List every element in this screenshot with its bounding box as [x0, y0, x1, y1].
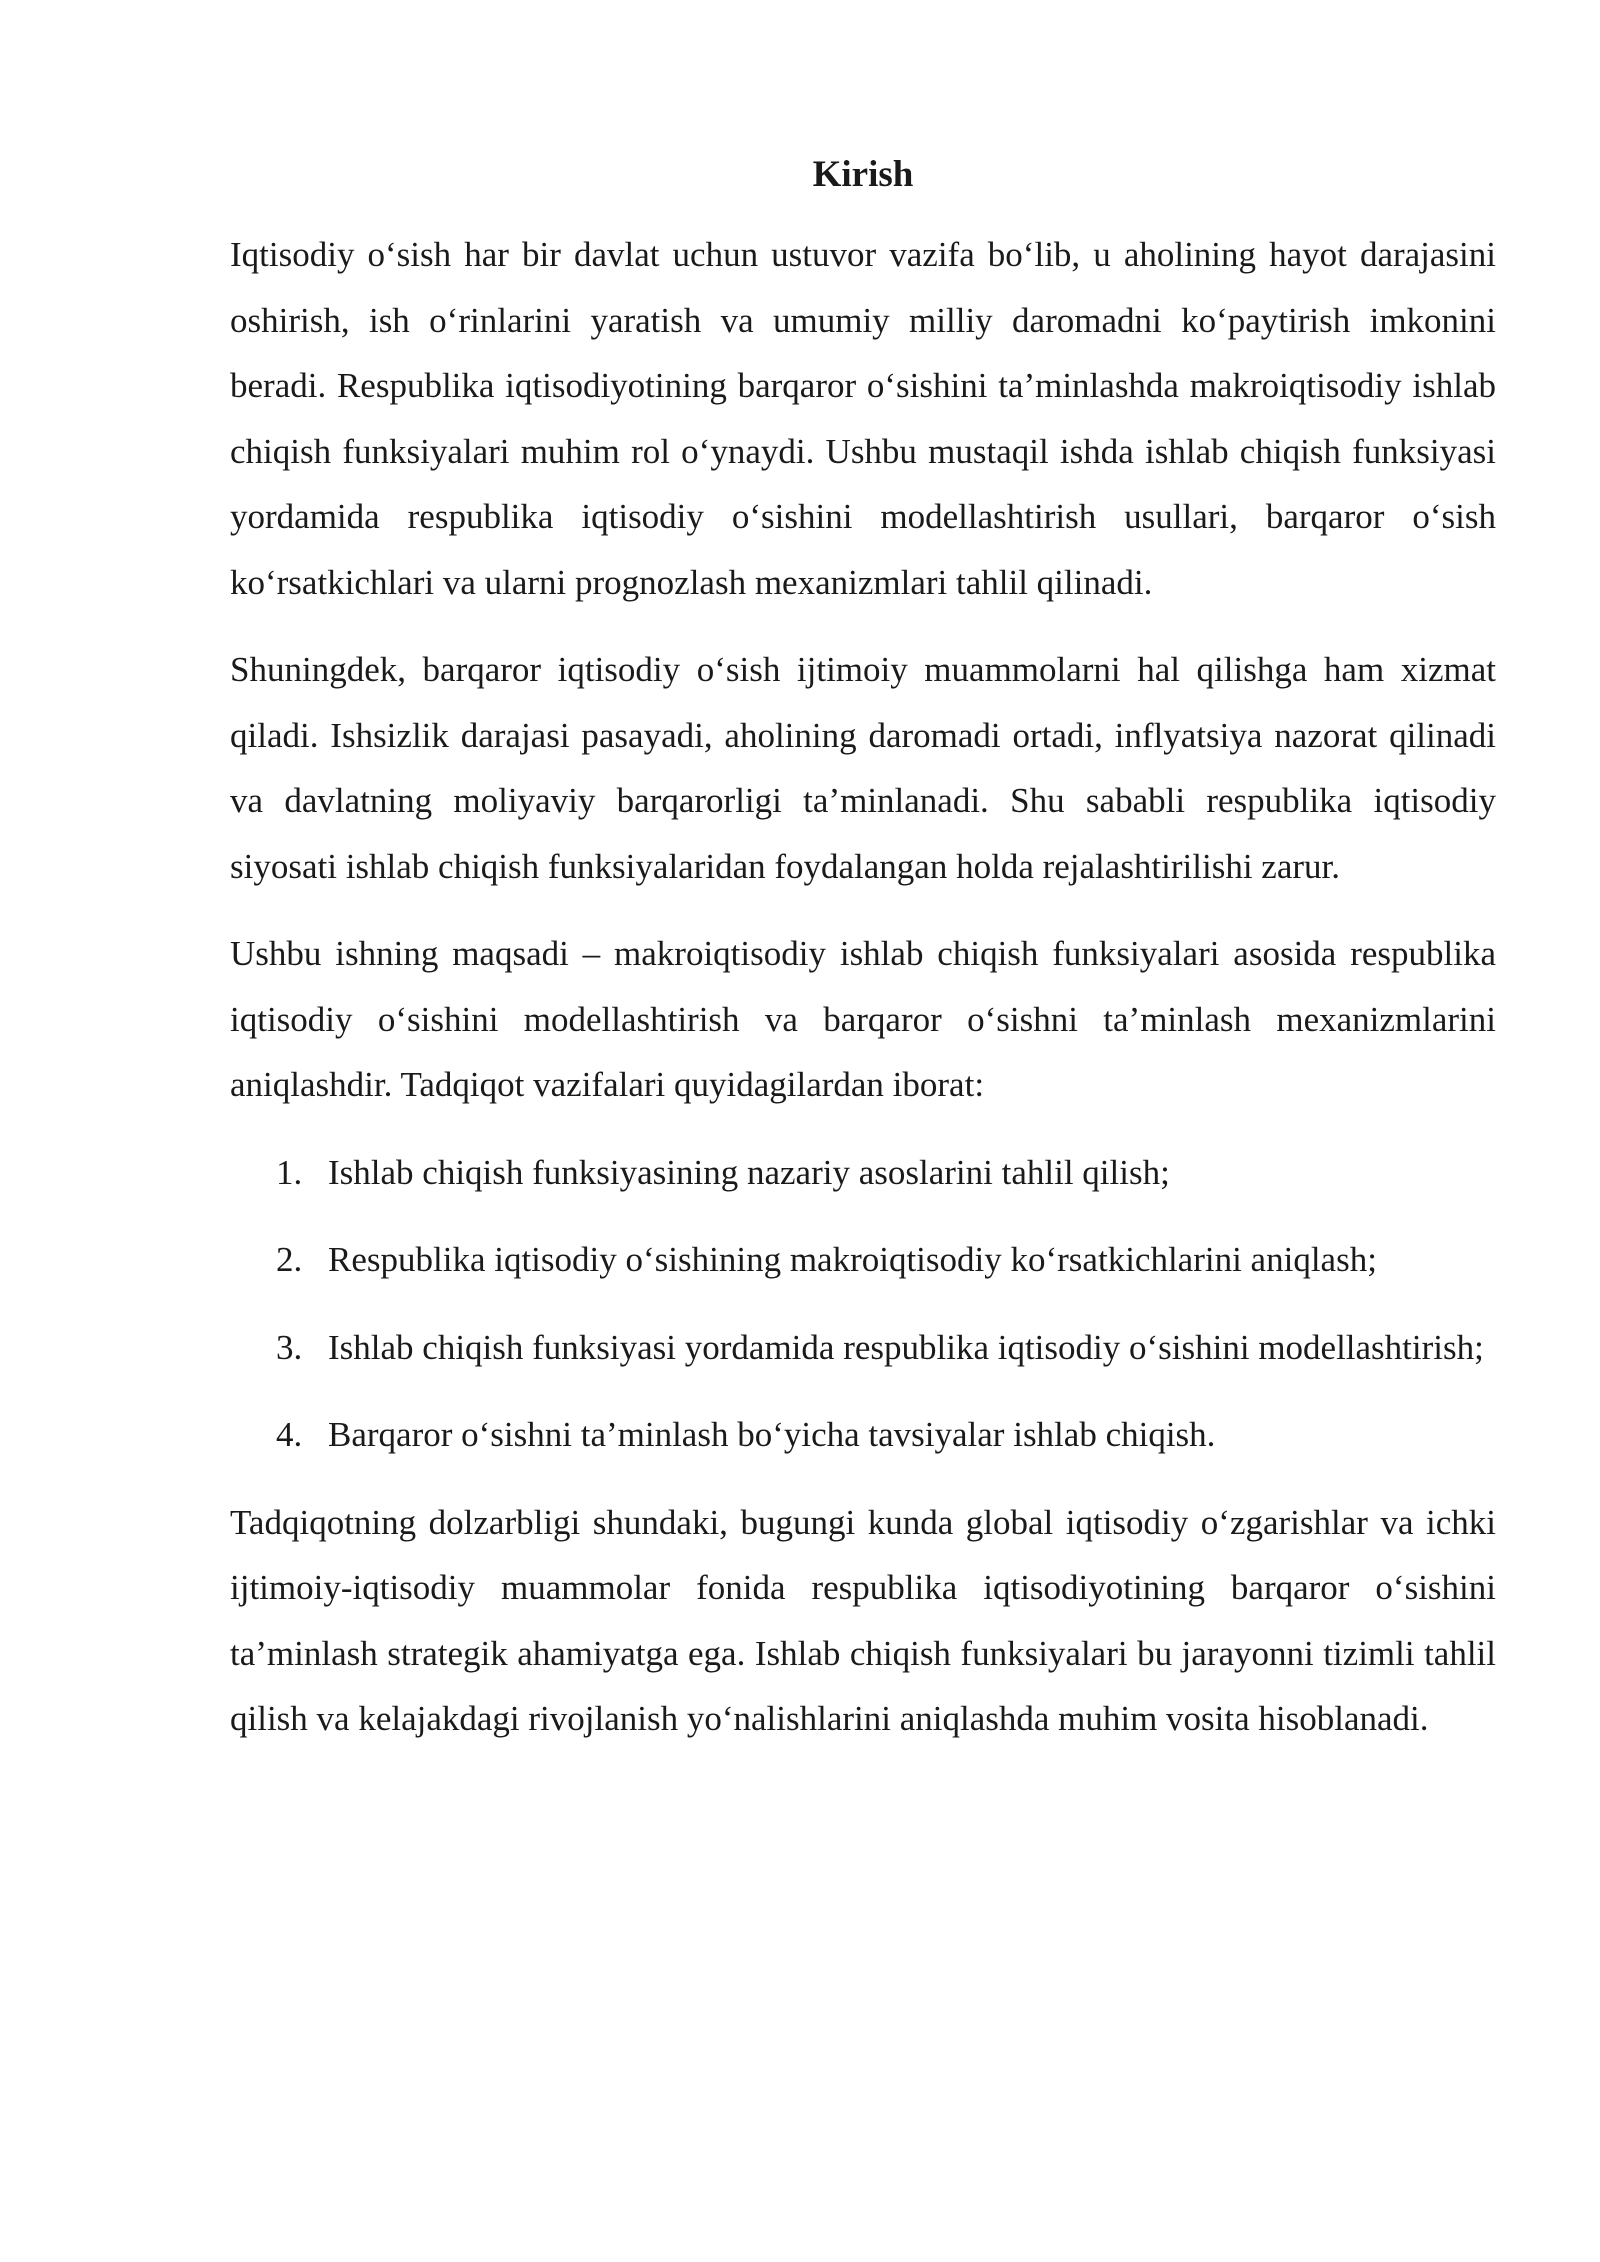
list-item-number: 1.	[276, 1152, 303, 1192]
list-item	[230, 1402, 1496, 1468]
list-item	[230, 1315, 1496, 1381]
list-item	[230, 1140, 1496, 1206]
list-item-number: 3.	[276, 1327, 303, 1367]
paragraph-goal: Ushbu ishning maqsadi – makroiqtisodiy ishlab chiqish funksiyalari asosida respublika iqtisodiy o‘sishini modellashtirish va barqaror o‘sishni ta’minlash mexanizmlarini aniqlashdir. Tadqiqot vazifalari quyidagilardan iborat:	[230, 934, 1496, 1104]
section-title: Kirish	[812, 154, 914, 195]
document-body	[230, 150, 1496, 1774]
list-item	[230, 1227, 1496, 1293]
paragraph-intro: Iqtisodiy o‘sish har bir davlat uchun ustuvor vazifa bo‘lib, u aholining hayot darajasini oshirish, ish o‘rinlarini yaratish va umumiy milliy daromadni ko‘paytirish imkonini beradi. Respublika iqtisodiyotining barqaror o‘sishini ta’minlashda makroiqtisodiy ishlab chiqish funksiyalari muhim rol o‘ynaydi. Ushbu mustaqil ishda ishlab chiqish funksiyasi yordamida respublika iqtisodiy o‘sishini modellashtirish usullari, barqaror o‘sish ko‘rsatkichlari va ularni prognozlash mexanizmlari tahlil qilinadi.	[230, 235, 1496, 602]
paragraph-social-impact: Shuningdek, barqaror iqtisodiy o‘sish ijtimoiy muammolarni hal qilishga ham xizmat qiladi. Ishsizlik darajasi pasayadi, aholining daromadi ortadi, inflyatsiya nazorat qilinadi va davlatning moliyaviy barqarorligi ta’minlanadi. Shu sababli respublika iqtisodiy siyosati ishlab chiqish funksiyalaridan foydalangan holda rejalashtirilishi zarur.	[230, 650, 1496, 886]
list-item-text: Respublika iqtisodiy o‘sishining makroiqtisodiy ko‘rsatkichlarini aniqlash;	[328, 1240, 1377, 1279]
list-item-number: 4.	[276, 1415, 303, 1454]
list-item-text: Ishlab chiqish funksiyasi yordamida respublika iqtisodiy o‘sishini modellashtirish;	[328, 1327, 1484, 1367]
list-item-text: Ishlab chiqish funksiyasining nazariy asoslarini tahlil qilish;	[328, 1152, 1170, 1192]
list-item-text: Barqaror o‘sishni ta’minlash bo‘yicha tavsiyalar ishlab chiqish.	[328, 1415, 1216, 1454]
paragraph-relevance: Tadqiqotning dolzarbligi shundaki, bugungi kunda global iqtisodiy o‘zgarishlar va ichki ijtimoiy-iqtisodiy muammolar fonida respublika iqtisodiyotining barqaror o‘sishini ta’minlash strategik ahamiyatga ega. Ishlab chiqish funksiyalari bu jarayonni tizimli tahlil qilish va kelajakdagi rivojlanish yo‘nalishlarini aniqlashda muhim vosita hisoblanadi.	[230, 1502, 1496, 1738]
task-list	[230, 1140, 1496, 1468]
list-item-number: 2.	[276, 1240, 303, 1279]
